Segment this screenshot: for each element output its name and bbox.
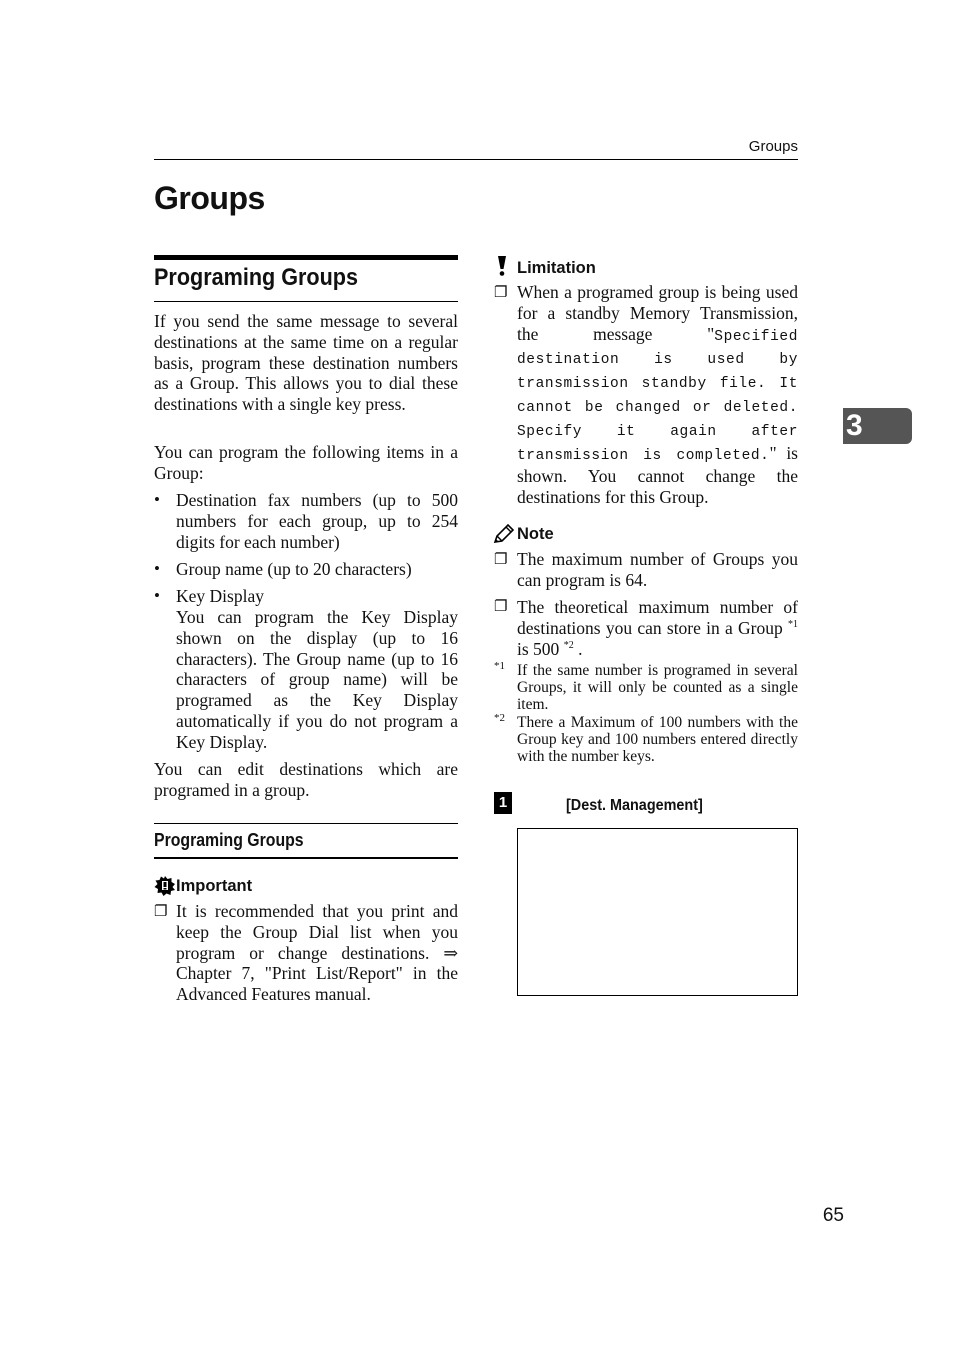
important-icon <box>154 876 176 896</box>
dest-management-key-label: [Dest. Management] <box>566 797 703 814</box>
note-label: Note <box>517 525 554 543</box>
limitation-label: Limitation <box>517 259 596 277</box>
note-item-2: The theoretical maximum number of destinations you can store in a Group $^{*1}$ is 500 $^{*2}$ . <box>517 597 798 659</box>
section-rule-top <box>154 255 458 260</box>
display-illustration-frame <box>517 828 798 996</box>
section-rule-bottom <box>154 301 458 302</box>
page-title: Groups <box>154 180 265 216</box>
limitation-text: When a programed group is being used for a standby Memory Transmission, the message "Specified destination is used by transmission standby file. It cannot be changed or deleted. Specify it again after transmission is completed." is shown. You cannot change the destinations for this Group. <box>517 282 798 508</box>
important-item: It is recommended that you print and keep the Group Dial list when you program or change destinations. ⇒ Chapter 7, "Print List/Report" in the Advanced Features manual. <box>176 901 458 1005</box>
bullet-text: Destination fax numbers (up to 500 numbers for each group, up to 254 digits for each number) <box>176 490 458 552</box>
intro-paragraph-1: If you send the same message to several destinations at the same time on a regular basis, program these destination numbers as a Group. This allows you to dial these destinations with a single key press. <box>154 311 458 415</box>
checkbox-icon: ❐ <box>494 598 508 615</box>
exclamation-icon <box>494 255 510 277</box>
footnote-text: There a Maximum of 100 numbers with the Group key and 100 numbers entered directly with the number keys. <box>517 714 798 765</box>
footnote-mark: *1 <box>494 660 505 672</box>
section-title: Programing Groups <box>154 264 359 291</box>
bullet-icon: • <box>154 559 160 578</box>
note-item-1: The maximum number of Groups you can program is 64. <box>517 549 798 590</box>
intro-paragraph-2: You can program the following items in a Group: <box>154 442 458 483</box>
bullet-icon: • <box>154 490 160 509</box>
bullet-text: You can program the Key Display shown on the display (up to 16 characters). The Group name (up to 16 characters of group name) will be programed as the Key Display automatically if you do not program a Key Display. <box>176 607 458 752</box>
subsection-rule-top <box>154 823 458 824</box>
bullet-title: Key Display <box>176 586 264 606</box>
limitation-message: Specified destination is used by transmission standby file. It cannot be changed or deleted. Specify it again after transmission is completed. <box>517 328 798 464</box>
header-rule <box>154 159 798 160</box>
checkbox-icon: ❐ <box>154 903 168 920</box>
bullet-icon: • <box>154 586 160 605</box>
pencil-icon <box>493 524 515 544</box>
footnote-text: If the same number is programed in several Groups, it will only be counted as a single item. <box>517 662 798 713</box>
subsection-title: Programing Groups <box>154 830 304 850</box>
step-number-badge: 1 <box>494 792 512 814</box>
chapter-number: 3 <box>846 409 863 442</box>
bullet-text: Group name (up to 20 characters) <box>176 559 412 579</box>
important-label: Important <box>176 877 253 895</box>
subsection-rule-bottom <box>154 857 458 859</box>
checkbox-icon: ❐ <box>494 284 508 301</box>
footnote-mark: *2 <box>494 712 505 724</box>
checkbox-icon: ❐ <box>494 551 508 568</box>
page-number: 65 <box>822 1205 844 1226</box>
running-header: Groups <box>748 138 798 155</box>
closing-paragraph: You can edit destinations which are programed in a group. <box>154 759 458 800</box>
